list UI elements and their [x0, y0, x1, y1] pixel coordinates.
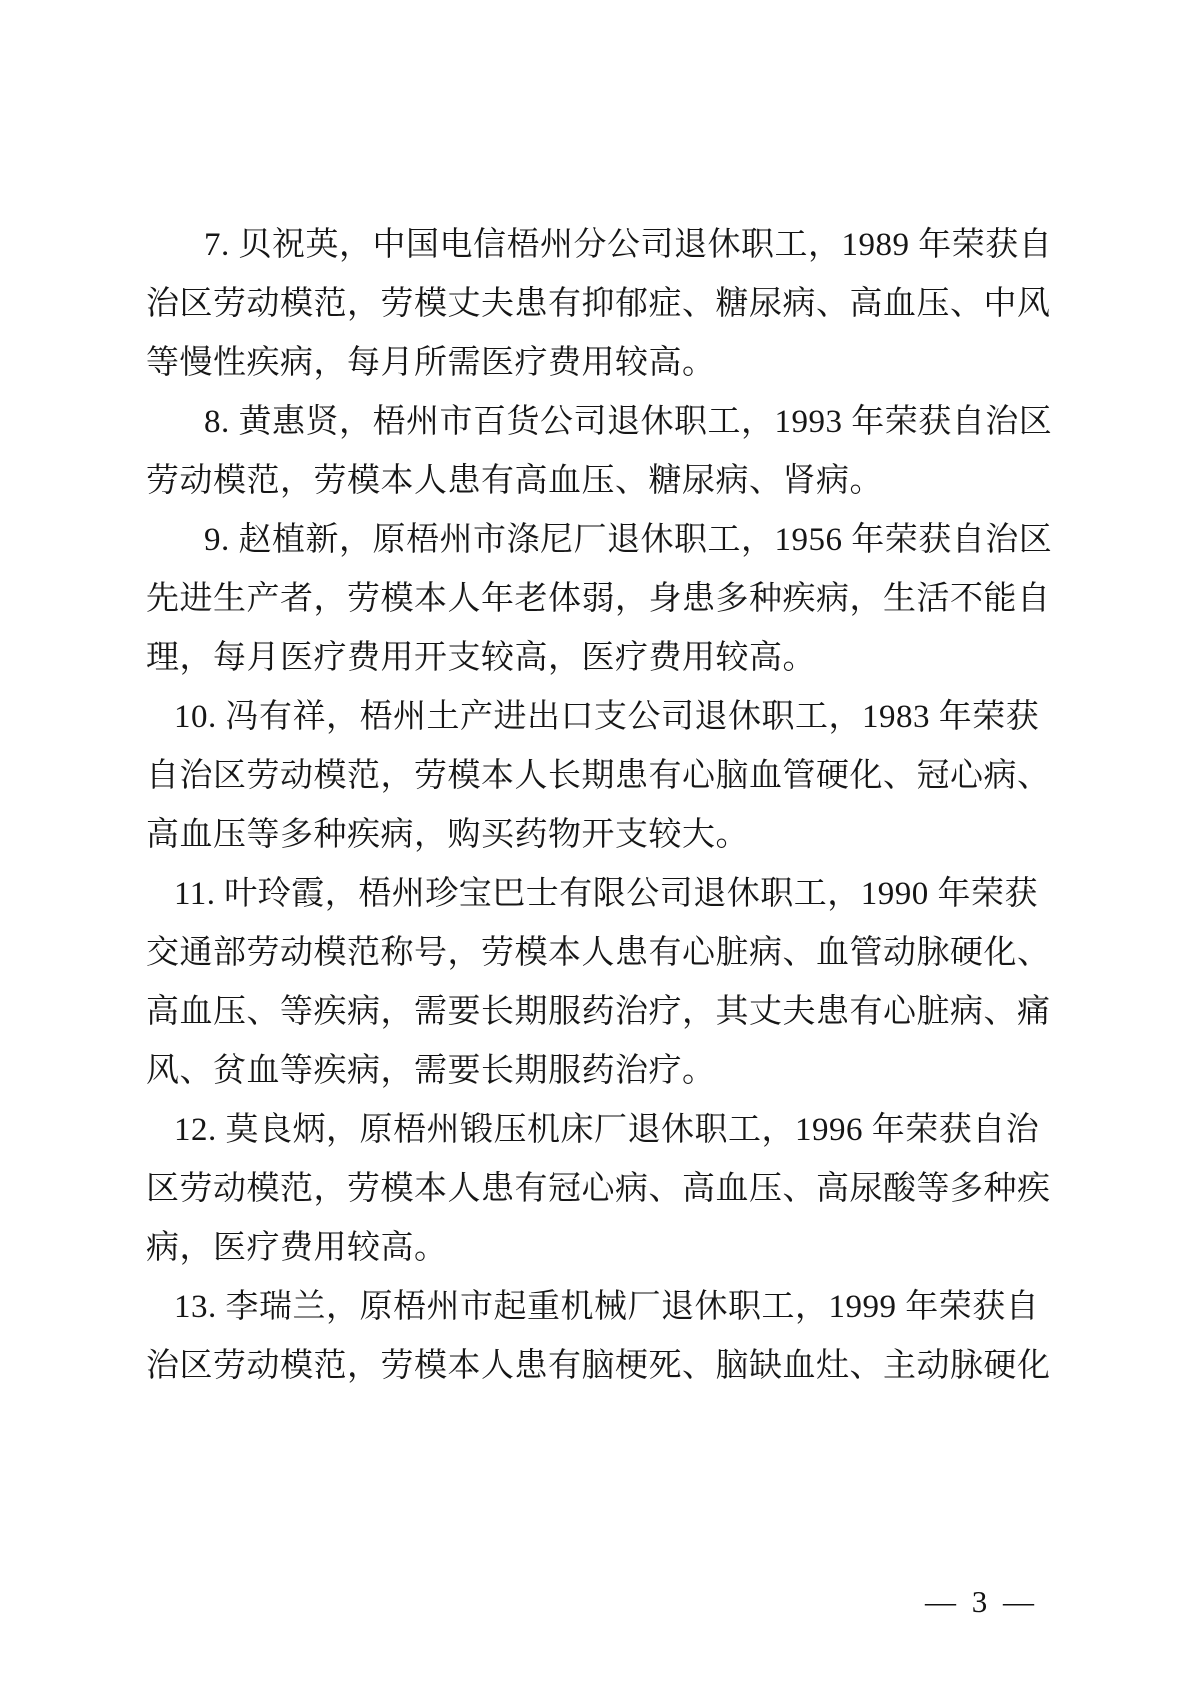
text-line: 高血压、等疾病，需要长期服药治疗，其丈夫患有心脏病、痛: [146, 994, 1051, 1030]
text-line: 风、贫血等疾病，需要长期服药治疗。: [146, 1053, 716, 1089]
paragraph-9: [146, 511, 1051, 688]
text-line: 自治区劳动模范，劳模本人长期患有心脑血管硬化、冠心病、: [146, 758, 1051, 794]
text-line: 13. 李瑞兰，原梧州市起重机械厂退休职工，1999 年荣获自: [174, 1289, 1040, 1325]
text-line: 治区劳动模范，劳模本人患有脑梗死、脑缺血灶、主动脉硬化: [146, 1348, 1051, 1384]
page-number: — 3 —: [925, 1584, 1038, 1619]
document-body: [146, 216, 1051, 1396]
paragraph-7: [146, 216, 1051, 393]
paragraph-13: [146, 1278, 1051, 1396]
text-line: 12. 莫良炳，原梧州锻压机床厂退休职工，1996 年荣获自治: [174, 1112, 1040, 1148]
paragraph-8: [146, 393, 1051, 511]
text-line: 先进生产者，劳模本人年老体弱，身患多种疾病，生活不能自: [146, 581, 1051, 617]
text-line: 病，医疗费用较高。: [146, 1230, 448, 1266]
text-line: 劳动模范，劳模本人患有高血压、糖尿病、肾病。: [146, 463, 883, 499]
text-line: 交通部劳动模范称号，劳模本人患有心脏病、血管动脉硬化、: [146, 935, 1051, 971]
text-line: 区劳动模范，劳模本人患有冠心病、高血压、高尿酸等多种疾: [146, 1171, 1051, 1207]
text-line: 等慢性疾病，每月所需医疗费用较高。: [146, 345, 716, 381]
page-footer: [925, 1584, 1038, 1620]
text-line: 9. 赵植新，原梧州市涤尼厂退休职工，1956 年荣获自治区: [204, 522, 1053, 558]
text-line: 高血压等多种疾病，购买药物开支较大。: [146, 817, 749, 853]
paragraph-11: [146, 865, 1051, 1101]
text-line: 10. 冯有祥，梧州土产进出口支公司退休职工，1983 年荣获: [174, 699, 1040, 735]
text-line: 治区劳动模范，劳模丈夫患有抑郁症、糖尿病、高血压、中风: [146, 286, 1051, 322]
text-line: 理，每月医疗费用开支较高，医疗费用较高。: [146, 640, 816, 676]
text-line: 7. 贝祝英，中国电信梧州分公司退休职工，1989 年荣获自: [204, 227, 1053, 263]
paragraph-12: [146, 1101, 1051, 1278]
text-line: 11. 叶玲霞，梧州珍宝巴士有限公司退休职工，1990 年荣获: [174, 876, 1039, 912]
text-line: 8. 黄惠贤，梧州市百货公司退休职工，1993 年荣获自治区: [204, 404, 1053, 440]
paragraph-10: [146, 688, 1051, 865]
